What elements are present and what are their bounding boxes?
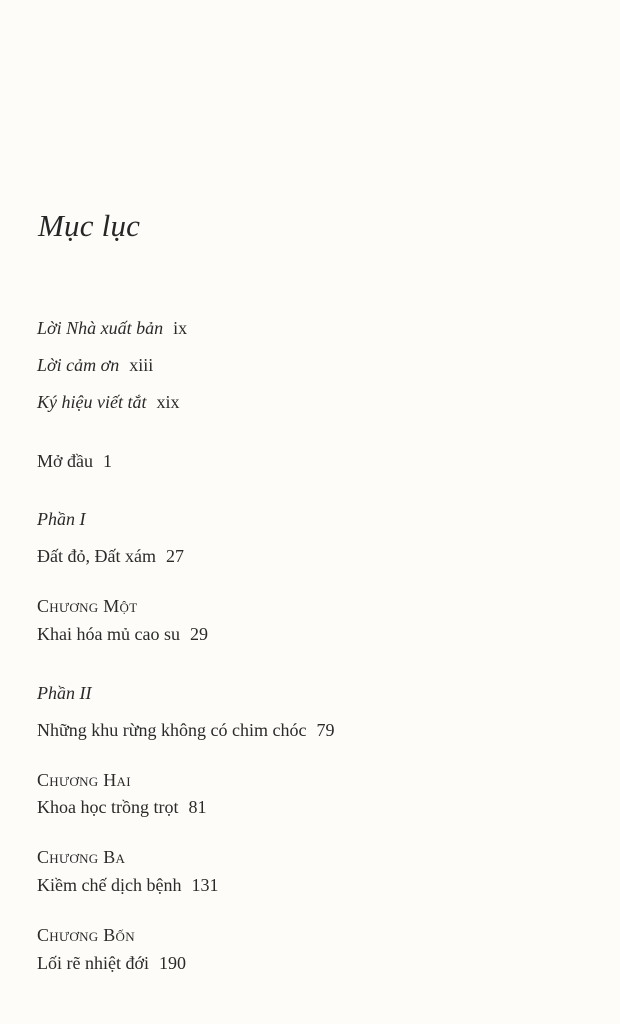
toc-entry-part2 [37, 720, 334, 741]
toc-entry-page: 29 [189, 624, 208, 644]
toc-entry-label: Khoa học trồng trọt [37, 797, 179, 817]
toc-entry-page: 27 [165, 546, 184, 566]
toc-entry-page: 1 [103, 451, 113, 471]
toc-entry-chapter2 [37, 797, 206, 818]
toc-entry-chapter3 [37, 875, 218, 896]
toc-entry-label: Lời Nhà xuất bản [37, 318, 164, 338]
toc-entry-chapter4 [37, 953, 186, 974]
toc-entry-publisher-note [37, 318, 187, 339]
toc-entry-label: Kiềm chế dịch bệnh [37, 875, 182, 895]
toc-entry-label: Ký hiệu viết tắt [37, 392, 147, 412]
toc-entry-part1 [37, 546, 184, 567]
toc-entry-page: xiii [129, 355, 154, 375]
toc-entry-chapter1 [37, 624, 208, 645]
chapter-heading: Chương Hai [37, 770, 131, 790]
toc-entry-label: Lối rẽ nhiệt đới [37, 953, 149, 973]
toc-entry-label: Những khu rừng không có chim chóc [37, 720, 307, 740]
toc-entry-label: Khai hóa mủ cao su [37, 624, 180, 644]
toc-entry-label: Đất đỏ, Đất xám [37, 546, 156, 566]
toc-entry-page: xix [156, 392, 180, 412]
toc-entry-label: Lời cảm ơn [37, 355, 120, 375]
toc-entry-page: 190 [159, 953, 186, 973]
part-heading: Phần II [37, 683, 92, 703]
toc-entry-intro [37, 451, 112, 472]
chapter-heading: Chương Ba [37, 847, 126, 867]
part-heading: Phần I [37, 509, 86, 529]
page-title: Mục lục [38, 208, 141, 243]
toc-entry-label: Mở đầu [37, 451, 94, 471]
toc-entry-page: ix [173, 318, 188, 338]
toc-entry-abbreviations [37, 392, 179, 413]
toc-entry-page: 79 [316, 720, 335, 740]
toc-entry-acknowledgements [37, 355, 153, 376]
chapter-heading: Chương Một [37, 596, 138, 616]
toc-entry-page: 81 [188, 797, 207, 817]
toc-entry-page: 131 [191, 875, 219, 895]
chapter-heading: Chương Bốn [37, 925, 135, 945]
